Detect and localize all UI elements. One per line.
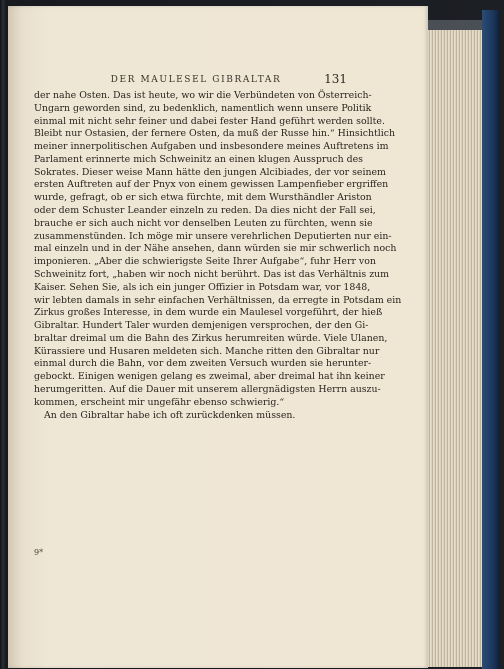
book-cover-edge [482,10,500,669]
body-text [34,90,402,422]
text-line: Zirkus großes Interesse, in dem wurde ein Maulesel vorgeführt, der hieß [34,307,383,319]
text-line: oder dem Schuster Leander einzeln zu reden. Da dies nicht der Fall sei, [34,205,376,217]
text-line: brauche er sich auch nicht vor denselben Leuten zu fürchten, wenn sie [34,217,373,229]
text-line: zusammenstünden. Ich möge mir unsere verehrlichen Deputierten nur ein- [34,230,392,242]
text-line: An den Gibraltar habe ich oft zurückdenken müssen. [44,409,296,421]
text-line: wir lebten damals in sehr einfachen Verhältnissen, da erregte in Potsdam ein [34,294,402,306]
page-number: 131 [324,72,347,86]
text-line: kommen, erscheint mir ungefähr ebenso schwierig.“ [34,396,285,408]
text-line: einmal durch die Bahn, vor dem zweiten Versuch wurden sie herunter- [34,358,372,370]
text-line: der nahe Osten. Das ist heute, wo wir die Verbündeten von Österreich- [34,90,372,101]
text-line: gebockt. Einigen wenigen gelang es zweimal, aber dreimal hat ihn keiner [34,371,385,383]
text-line: ersten Auftreten auf der Pnyx von einem gewissen Lampenfieber ergriffen [34,179,389,191]
text-line: einmal mit nicht sehr feiner und dabei fester Hand geführt werden sollte. [34,115,385,127]
text-line: Gibraltar. Hundert Taler wurden demjenigen versprochen, der den Gi- [34,320,369,332]
running-head: DER MAULESEL GIBRALTAR [110,75,282,85]
text-line: imponieren. „Aber die schwierigste Seite Ihrer Aufgabe“, fuhr Herr von [34,256,376,268]
text-line: mal einzeln und in der Nähe ansehen, dann würden sie mir schwerlich noch [34,243,397,255]
signature-mark: 9* [34,548,44,557]
text-line: herumgeritten. Auf die Dauer mit unserem allergnädigsten Herrn auszu- [34,383,381,395]
text-line: Schweinitz fort, „haben wir noch nicht berührt. Das ist das Verhältnis zum [34,268,390,280]
text-line: Sokrates. Dieser weise Mann hätte den jungen Alcibiades, der vor seinem [34,166,386,178]
text-line: wurde, gefragt, ob er sich etwa fürchte, mit dem Wursthändler Ariston [34,192,372,204]
page-header [45,72,347,87]
text-line: meiner innerpolitischen Aufgaben und insbesondere meines Auftretens im [34,141,389,153]
text-line: Ungarn geworden sind, zu bedenklich, namentlich wenn unsere Politik [34,102,372,114]
text-line: Kürassiere und Husaren meldeten sich. Manche ritten den Gibraltar nur [34,345,380,357]
text-line: Kaiser. Sehen Sie, als ich ein junger Offizier in Potsdam war, vor 1848, [34,281,371,293]
text-line: braltar dreimal um die Bahn des Zirkus herumreiten würde. Viele Ulanen, [34,332,388,344]
text-line: Parlament erinnerte mich Schweinitz an einen klugen Ausspruch des [34,153,363,165]
page-block-edge [428,20,482,667]
text-line: Bleibt nur Ostasien, der fernere Osten, da muß der Russe hin.“ Hinsichtlich [34,128,396,140]
